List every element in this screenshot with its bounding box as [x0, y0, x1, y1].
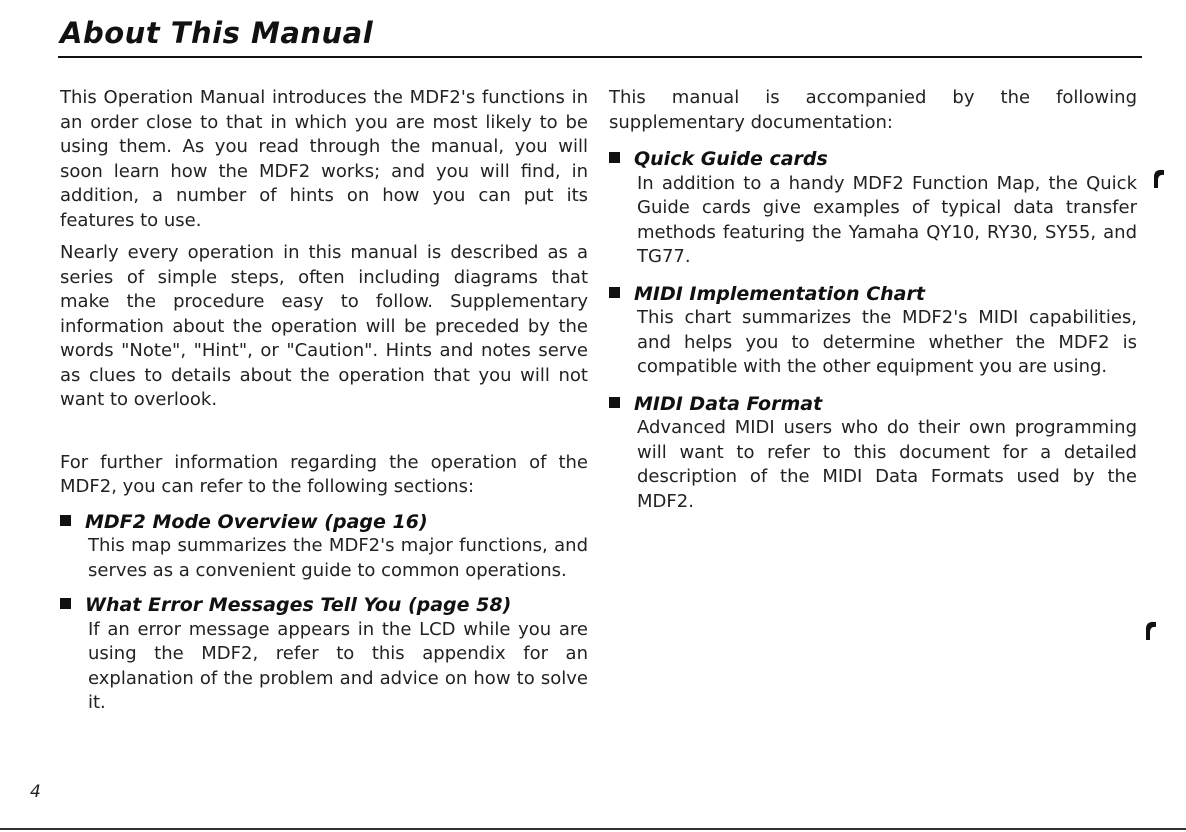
document-description: In addition to a handy MDF2 Function Map, the Quick Guide cards give examples of typical data transfer methods featuring the Yamaha QY10, RY30, SY55, and TG77. — [637, 172, 1137, 267]
square-bullet-icon — [60, 515, 71, 526]
document-heading-text: Quick Guide cards — [634, 148, 828, 170]
square-bullet-icon — [609, 397, 620, 408]
section-heading-text: MDF2 Mode Overview (page 16) — [85, 510, 428, 533]
title-underline — [58, 56, 1142, 58]
right-column — [609, 86, 1137, 514]
page-title: About This Manual — [60, 16, 374, 50]
square-bullet-icon — [609, 287, 620, 298]
square-bullet-icon — [609, 152, 620, 163]
document-heading-text: MIDI Data Format — [634, 392, 823, 415]
intro-paragraph-2: Nearly every operation in this manual is described as a series of simple steps, often including diagrams that make the procedure easy to follow. Supplementary information about the operation will be preceded by the words "Note", "Hint", or "Caution". Hints and notes serve as clues to details about the operation that you will not want to overlook. — [60, 242, 588, 410]
section-heading — [60, 593, 588, 618]
document-heading — [609, 282, 1137, 307]
reference-intro: For further information regarding the operation of the MDF2, you can refer to the following sections: — [60, 451, 588, 497]
binding-mark-icon — [1144, 620, 1158, 642]
document-heading — [609, 392, 1137, 417]
square-bullet-icon — [60, 598, 71, 609]
document-description: Advanced MIDI users who do their own programming will want to refer to this document for a detailed description of the MIDI Data Formats used by the MDF2. — [637, 417, 1137, 512]
left-column — [60, 86, 588, 716]
document-heading-text: MIDI Implementation Chart — [634, 282, 925, 305]
section-description: If an error message appears in the LCD while you are using the MDF2, refer to this appendix for an explanation of the problem and advice on how to solve it. — [88, 618, 588, 713]
binding-mark-icon — [1152, 168, 1166, 190]
document-heading — [609, 147, 1137, 172]
document-description: This chart summarizes the MDF2's MIDI capabilities, and helps you to determine whether the MDF2 is compatible with the other equipment you are using. — [637, 307, 1137, 377]
section-heading-text: What Error Messages Tell You (page 58) — [85, 594, 512, 616]
page-number: 4 — [30, 782, 41, 802]
bottom-border — [0, 828, 1186, 830]
intro-paragraph-1: This Operation Manual introduces the MDF2's functions in an order close to that in which you are most likely to be using them. As you read through the manual, you will soon learn how the MDF2 works; and you will find, in addition, a number of hints on how you can put its features to use. — [60, 87, 588, 231]
section-heading — [60, 510, 588, 535]
section-description: This map summarizes the MDF2's major functions, and serves as a convenient guide to common operations. — [88, 535, 588, 581]
supplementary-intro: This manual is accompanied by the following supplementary documentation: — [609, 87, 1137, 133]
